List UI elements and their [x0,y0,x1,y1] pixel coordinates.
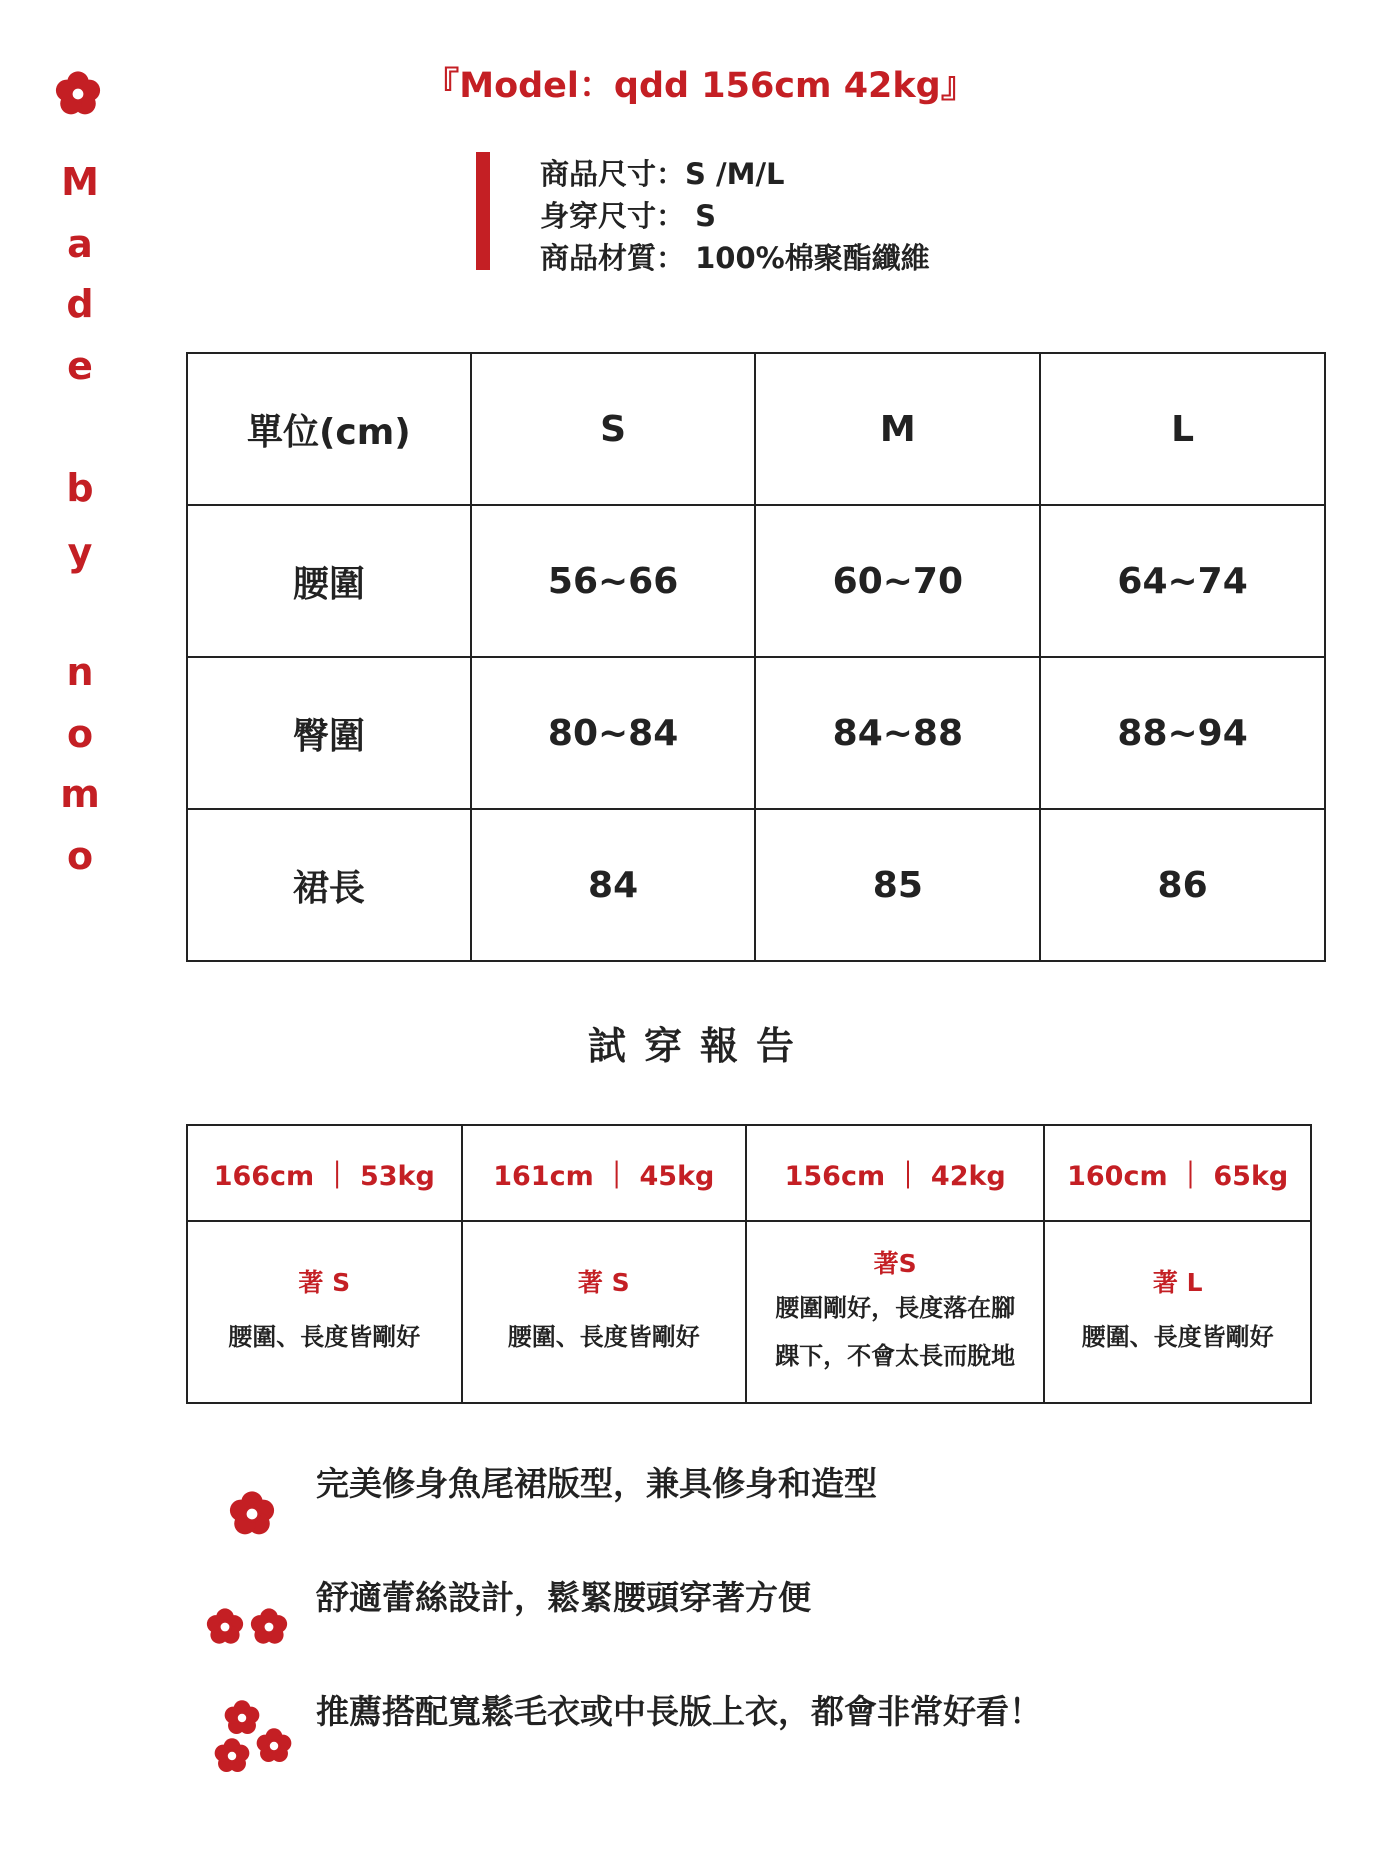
info-value: S [685,199,716,233]
table-cell: 86 [1040,809,1325,961]
brand-letter: d [66,282,94,326]
report-note: 腰圍、長度皆剛好 [1081,1323,1274,1351]
table-cell: 80~84 [471,657,756,809]
report-note: 腰圍剛好，長度落在腳 [775,1294,1016,1322]
report-cell [187,1221,462,1403]
table-row [187,657,1325,809]
size-table-header-row [187,353,1325,505]
size-table [186,352,1326,962]
info-label: 商品材質： [540,241,686,275]
table-cell: 56~66 [471,505,756,657]
report-note: 腰圍、長度皆剛好 [507,1323,700,1351]
table-cell: 88~94 [1040,657,1325,809]
report-title: 試穿報告 [587,1024,812,1068]
brand-letter: n [66,650,94,694]
info-worn-size-line [540,194,716,235]
report-header: 156cm ｜ 42kg [746,1125,1044,1221]
report-header: 166cm ｜ 53kg [187,1125,462,1221]
size-table-header: L [1040,353,1325,505]
brand-letter: e [67,344,93,388]
report-header: 160cm ｜ 65kg [1044,1125,1311,1221]
info-label: 商品尺寸： [540,157,686,191]
brand-letter: b [66,466,94,510]
flower-icon [224,1486,280,1542]
flower-icon [202,1604,248,1650]
report-fit: 著 L [1152,1268,1203,1297]
table-cell: 腰圍 [187,505,471,657]
report-fit: 著S [873,1249,917,1278]
flower-icon [246,1604,292,1650]
report-cell [462,1221,746,1403]
flower-icon [252,1724,296,1768]
brand-letter: y [67,530,93,574]
report-note: 踝下，不會太長而脫地 [775,1342,1016,1370]
report-header-row [187,1125,1311,1221]
report-header: 161cm ｜ 45kg [462,1125,746,1221]
report-body-row [187,1221,1311,1403]
table-cell: 84~88 [755,657,1040,809]
table-cell: 64~74 [1040,505,1325,657]
table-cell: 85 [755,809,1040,961]
feature-item: 推薦搭配寬鬆毛衣或中長版上衣，都會非常好看！ [316,1692,1042,1731]
size-table-header: S [471,353,756,505]
report-cell [1044,1221,1311,1403]
table-cell: 臀圍 [187,657,471,809]
flower-icon [210,1734,254,1778]
report-fit: 著 S [577,1268,630,1297]
feature-item: 完美修身魚尾裙版型，兼具修身和造型 [316,1464,877,1503]
info-value: S /M/L [685,157,785,191]
brand-letter: a [67,222,93,266]
info-label: 身穿尺寸： [540,199,686,233]
table-row [187,809,1325,961]
info-size-line [540,152,785,193]
table-cell: 84 [471,809,756,961]
report-table [186,1124,1312,1404]
report-fit: 著 S [298,1268,351,1297]
report-note: 腰圍、長度皆剛好 [228,1323,421,1351]
table-cell: 60~70 [755,505,1040,657]
model-title: 『Model：qdd 156cm 42kg』 [424,66,976,106]
brand-letter: o [66,712,94,756]
info-value: 100%棉聚酯纖維 [685,241,930,275]
brand-letter: o [66,834,94,878]
feature-item: 舒適蕾絲設計，鬆緊腰頭穿著方便 [316,1578,811,1617]
table-row [187,505,1325,657]
brand-letter: m [60,772,100,816]
size-table-header: M [755,353,1040,505]
table-cell: 裙長 [187,809,471,961]
info-accent-bar [476,152,490,270]
info-material-line [540,236,930,277]
brand-letter: M [61,160,99,204]
size-table-header: 單位(cm) [187,353,471,505]
report-cell [746,1221,1044,1403]
